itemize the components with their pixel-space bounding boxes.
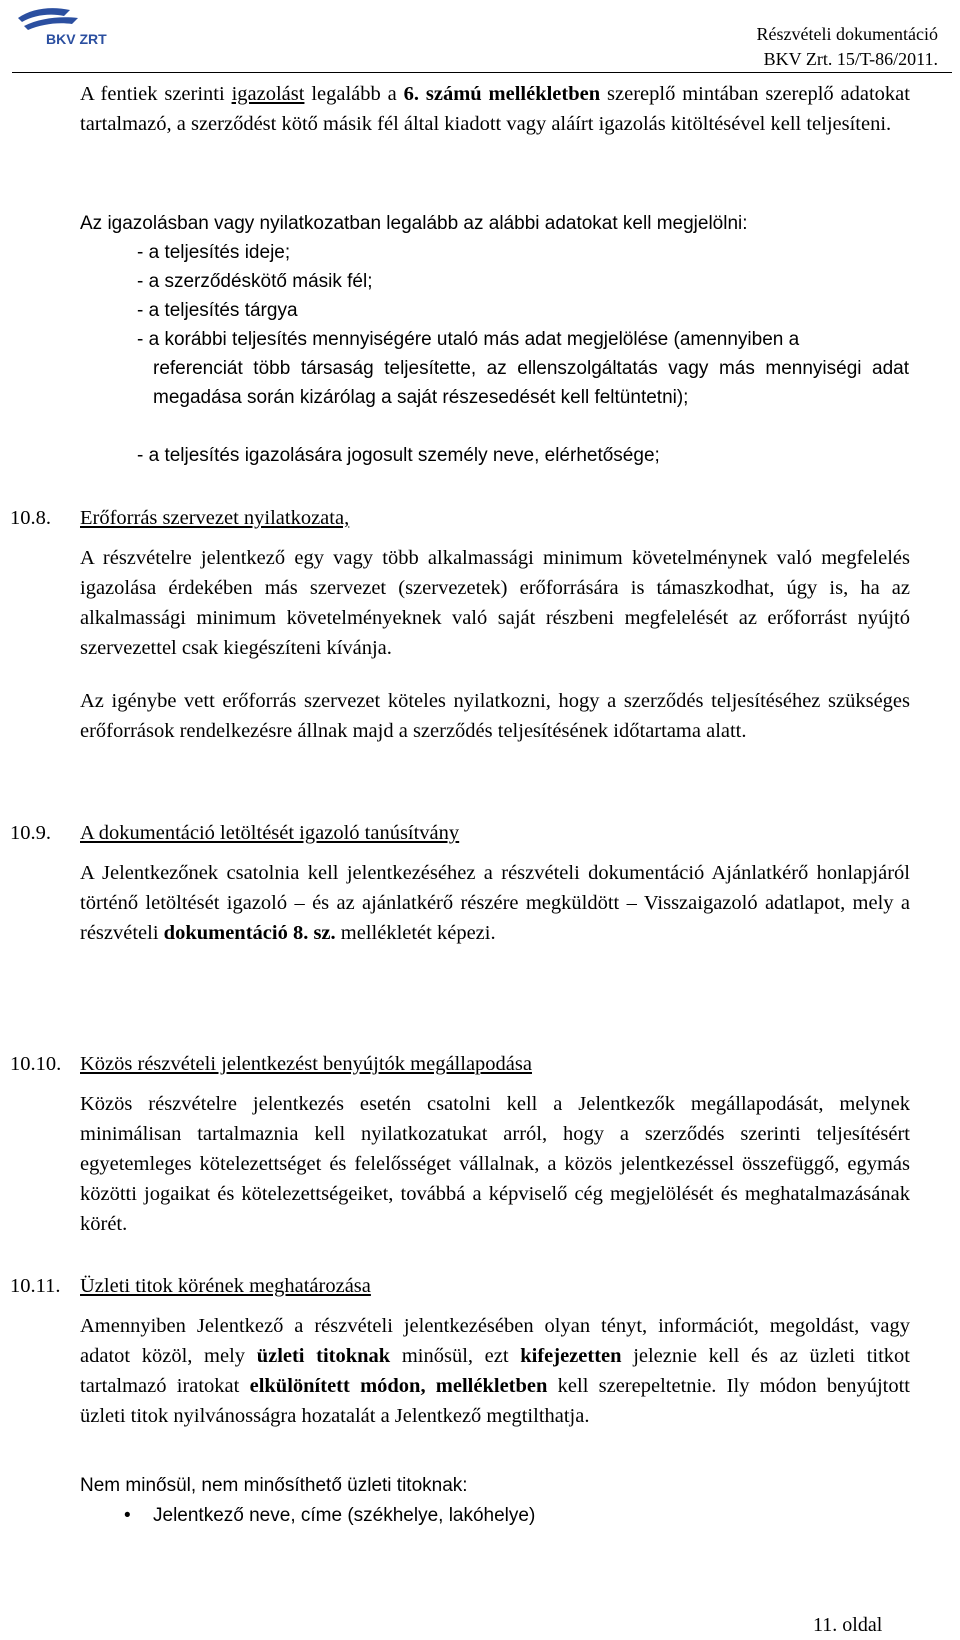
- doc-title: Részvételi dokumentáció: [756, 24, 938, 44]
- section-number: 10.9.: [10, 822, 51, 844]
- bullet-item: Jelentkező neve, címe (székhelye, lakóhelye): [153, 1505, 536, 1526]
- section-10-10-paragraph-1: Közös részvételre jelentkezés esetén csatolni kell a Jelentkezők megállapodását, melynek minimálisan tartalmaznia kell nyilatkozatukat arról, hogy a szerződés szerinti teljesítésért egyetemleges kötelezettséget és felelősséget vállalnak, a közös jelentkezéssel összefüggő, egymás közötti jogaikat és kötelezettségeiket, továbbá a képviselő cég megjelölését és meghatalmazásának körét.: [80, 1093, 910, 1235]
- section-number: 10.8.: [10, 507, 51, 529]
- list-item: - a teljesítés tárgya: [137, 300, 298, 321]
- bullet-icon: •: [124, 1505, 131, 1526]
- header-divider: [12, 72, 952, 73]
- igazolast-link[interactable]: igazolást: [231, 83, 305, 105]
- page-number: 11. oldal: [813, 1614, 883, 1636]
- list-item: - a szerződéskötő másik fél;: [137, 271, 373, 292]
- doc-ref: BKV Zrt. 15/T-86/2011.: [763, 49, 938, 69]
- section-title: Közös részvételi jelentkezést benyújtók megállapodása: [80, 1053, 532, 1075]
- section-title: Erőforrás szervezet nyilatkozata,: [80, 507, 350, 529]
- section-number: 10.11.: [10, 1275, 61, 1297]
- section-10-8-paragraph-2: Az igénybe vett erőforrás szervezet köteles nyilatkozni, hogy a szerződés teljesítéséhez szükséges erőforrások rendelkezésre állnak majd a szerződés teljesítésének időtartama alatt.: [80, 690, 910, 742]
- section-number: 10.10.: [10, 1053, 62, 1075]
- section-10-8-paragraph-1: A részvételre jelentkező egy vagy több alkalmassági minimum követelménynek való megfelelés igazolása érdekében más szervezet (szervezetek) erőforrására is támaszkodhat, úgy is, ha az alkalmassági minimum követelményeknek való saját részbeni megfelelését az erőforrást nyújtó szervezettel csak kiegészíteni kívánja.: [80, 547, 910, 659]
- section-10-9-paragraph-1: A Jelentkezőnek csatolnia kell jelentkezéséhez a részvételi dokumentáció Ajánlatkérő honlapjáról történő letöltését igazoló – és az ajánlatkérő részére megküldött – Visszaigazoló adatlapot, mely a részvételi dokumentáció 8. sz. mellékletét képezi.: [80, 862, 910, 944]
- section-title: A dokumentáció letöltését igazoló tanúsítvány: [80, 822, 460, 844]
- list-item: - a teljesítés igazolására jogosult személy neve, elérhetősége;: [137, 445, 660, 466]
- section-10-11-paragraph-1: Amennyiben Jelentkező a részvételi jelentkezésében olyan tényt, információt, megoldást, vagy adatot közöl, mely üzleti titoknak minősül, ezt kifejezetten jeleznie kell és az üzleti titkot tartalmazó iratokat elkülönített módon, mellékletben kell szerepeltetnie. Ily módon benyújtott üzleti titok nyilvánosságra hozatalát a Jelentkező megtilthatja.: [80, 1315, 910, 1427]
- intro-paragraph-1: A fentiek szerinti igazolást legalább a 6. számú mellékletben szereplő mintában szereplő adatokat tartalmazó, a szerződést kötő másik fél által kiadott vagy aláírt igazolás kitöltésével kell teljesíteni.: [80, 83, 910, 135]
- section-10-11-paragraph-2: Nem minősül, nem minősíthető üzleti titoknak:: [80, 1475, 468, 1496]
- intro-paragraph-2: Az igazolásban vagy nyilatkozatban legalább az alábbi adatokat kell megjelölni:: [80, 213, 748, 234]
- bkv-logo: [12, 4, 120, 48]
- list-item: - a teljesítés ideje;: [137, 242, 291, 263]
- section-title: Üzleti titok körének meghatározása: [80, 1275, 371, 1297]
- logo-text: BKV ZRT: [46, 31, 107, 47]
- list-item-continuation: referenciát több társaság teljesítette, az ellenszolgáltatás vagy más mennyiségi adat megadása során kizárólag a saját részesedését kell feltüntetni);: [153, 358, 909, 408]
- list-item: - a korábbi teljesítés mennyiségére utaló más adat megjelölése (amennyiben a: [137, 329, 800, 350]
- header-right: [757, 22, 938, 72]
